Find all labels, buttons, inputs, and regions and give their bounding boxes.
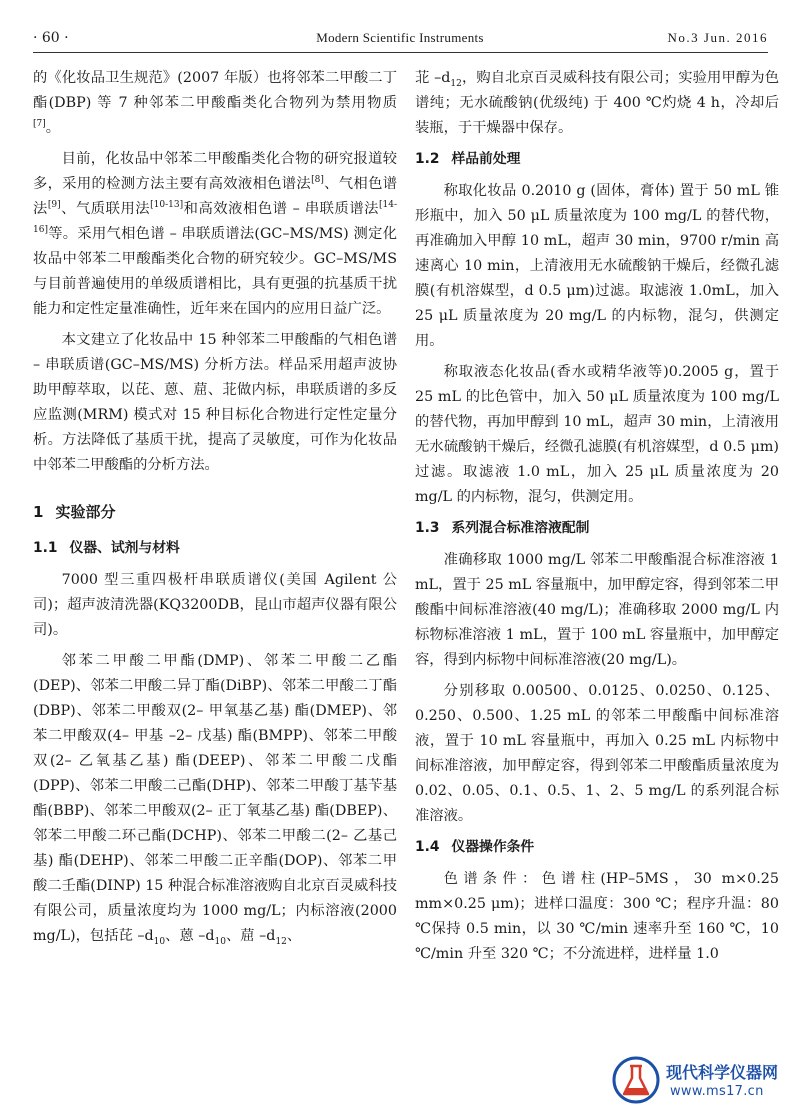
flask-logo-icon [608,1052,664,1108]
citation: [10-13] [150,200,184,211]
page-header [0,0,800,56]
citation: [8] [311,175,324,186]
header-rule [33,52,768,53]
section-heading: 1 实验部分 [33,503,116,521]
paragraph: 苝 $-d_{12}$，购自北京百灵威科技有限公司；实验用甲醇为色谱纯；无水硫酸钠(优级纯) 于 400 ℃灼烧 4 h，冷却后装瓶，于干燥器中保存。 [415,70,779,136]
paragraph: 的《化妆品卫生规范》(2007 年版）也将邻苯二甲酸二丁酯(DBP) 等 7 种邻苯二甲酸酯类化合物列为禁用物质[7]。 [33,70,397,136]
paragraph: 称取化妆品 0.2010 g (固体，膏体) 置于 50 mL 锥形瓶中，加入 50 μL 质量浓度为 100 mg/L 的替代物，再准确加入甲醇 10 mL，超声 30 min，9700 r/min 高速离心 10 min，上清液用无水硫酸钠干燥后，经微孔滤膜(有机溶媒型，d 0.5 μm)过滤。取滤液 1.0mL，加入 25 μL 质量浓度为 20 mg/L 的内标物，混匀，供测定用。 [415,183,779,349]
subsection-heading: 1.3 系列混合标准溶液配制 [415,520,590,536]
paragraph: 目前，化妆品中邻苯二甲酸酯类化合物的研究报道较多，采用的检测方法主要有高效液相色谱法[8]、气相色谱法[9]、气质联用法[10-13]和高效液相色谱 – 串联质谱法[14-16]等。采用气相色谱 – 串联质谱法(GC–MS/MS) 测定化妆品中邻苯二甲酸酯类化合物的研究较少。GC–MS/MS 与目前普遍使用的单级质谱相比，具有更强的抗基质干扰能力和定性定量准确性，近年来在国内的应用日益广泛。 [33,151,398,317]
issue-info: No.3 Jun. 2016 [667,30,768,45]
watermark-url: www.ms17.cn [670,1084,764,1099]
subsection-heading: 1.4 仪器操作条件 [415,839,535,855]
paragraph: 邻苯二甲酸二甲酯(DMP)、邻苯二甲酸二乙酯(DEP)、邻苯二甲酸二异丁酯(DiBP)、邻苯二甲酸二丁酯(DBP)、邻苯二甲酸双(2– 甲氧基乙基) 酯(DMEP)、邻苯二甲酸双(4– 甲基 –2– 戊基) 酯(BMPP)、邻苯二甲酸双(2– 乙氧基乙基) 酯(DEEP)、邻苯二甲酸二戊酯(DPP)、邻苯二甲酸二己酯(DHP)、邻苯二甲酸丁基苄基酯(BBP)、邻苯二甲酸双(2– 正丁氧基乙基) 酯(DBEP)、邻苯二甲酸二环己酯(DCHP)、邻苯二甲酸二(2– 乙基己基) 酯(DEHP)、邻苯二甲酸二正辛酯(DOP)、邻苯二甲酸二壬酯(DINP) 15 种混合标准溶液购自北京百灵威科技有限公司，质量浓度均为 1000 mg/L；内标溶液(2000 mg/L)，包括芘 $-d_{10}$、蒽 $-d_{10}$、䓛 $-d_{12}$、 [33,653,397,947]
subsection-heading: 1.1 仪器、试剂与材料 [33,540,180,556]
watermark-title: 现代科学仪器网 [666,1063,779,1082]
citation: [9] [47,200,61,211]
citation: [7] [33,119,46,130]
paragraph: 称取液态化妆品(香水或精华液等)0.2005 g，置于 25 mL 的比色管中，加入 50 μL 质量浓度为 100 mg/L 的替代物，再加甲醇到 10 mL，超声 30 min，上清液用无水硫酸钠干燥后，经微孔滤膜(有机溶媒型，d 0.5 μm)过滤。取滤液 1.0 mL，加入 25 μL 质量浓度为 20 mg/L 的内标物，混匀，供测定用。 [415,364,779,505]
paragraph: 准确移取 1000 mg/L 邻苯二甲酸酯混合标准溶液 1 mL，置于 25 mL 容量瓶中，加甲醇定容，得到邻苯二甲酸酯中间标准溶液(40 mg/L)；准确移取 2000 mg/L 内标物标准溶液 1 mL，置于 100 mL 容量瓶中，加甲醇定容，得到内标物中间标准溶液(20 mg/L)。 [415,552,779,668]
page-number: · 60 · [33,30,69,46]
paragraph: 色谱条件：色谱柱(HP–5MS，30 m×0.25 mm×0.25 μm)；进样口温度：300 ℃；程序升温：80 ℃保持 0.5 min，以 30 ℃/min 速率升至 160 ℃，10 ℃/min 升至 320 ℃；不分流进样，进样量 1.0 [415,871,779,962]
paragraph: 本文建立了化妆品中 15 种邻苯二甲酸酯的气相色谱 – 串联质谱(GC–MS/MS) 分析方法。样品采用超声波协助甲醇萃取，以芘、蒽、䓛、苝做内标，串联质谱的多反应监测(MRM) 模式对 15 种目标化合物进行定性定量分析。方法降低了基质干扰，提高了灵敏度，可作为化妆品中邻苯二甲酸酯的分析方法。 [33,332,397,473]
left-column [33,66,397,955]
paragraph: 7000 型三重四极杆串联质谱仪(美国 Agilent 公司)；超声波清洗器(KQ3200DB，昆山市超声仪器有限公司)。 [33,572,397,638]
paragraph: 分别移取 0.00500、0.0125、0.0250、0.125、0.250、0.500、1.25 mL 的邻苯二甲酸酯中间标准溶液，置于 10 mL 容量瓶中，再加入 0.25 mL 内标物中间标准溶液，加甲醇定容，得到邻苯二甲酸酯质量浓度为 0.02、0.05、0.1、0.5、1、2、5 mg/L 的系列混合标准溶液。 [415,683,779,824]
subsection-heading: 1.2 样品前处理 [415,151,521,167]
site-watermark [608,1052,794,1108]
right-column [415,66,779,973]
citation: [14-16] [33,200,398,236]
journal-name: Modern Scientific Instruments [316,30,484,45]
